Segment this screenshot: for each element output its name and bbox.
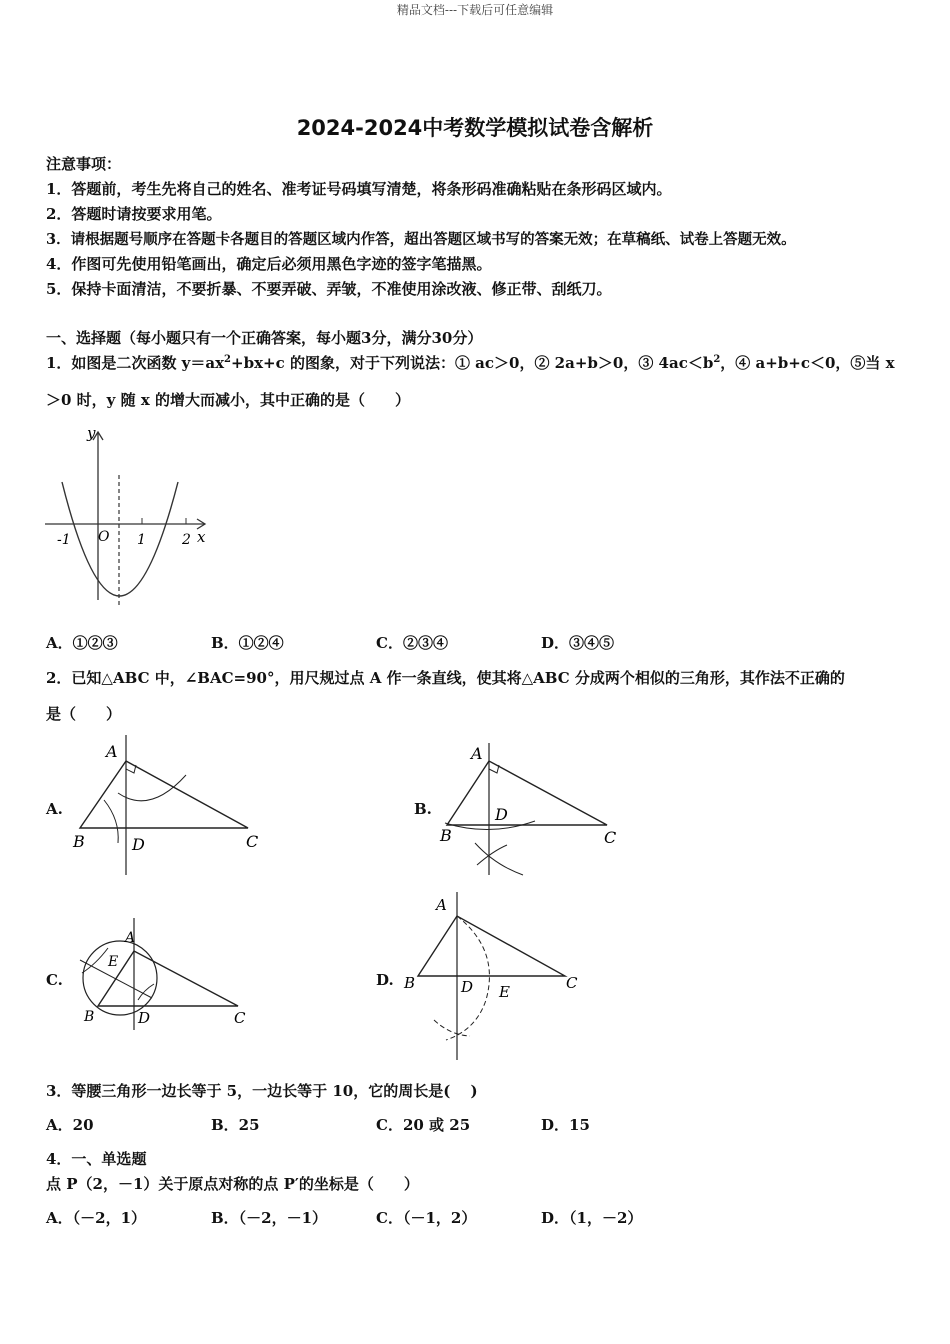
notice-item: 3．请根据题号顺序在答题卡各题目的答题区域内作答，超出答题区域书写的答案无效；在草稿纸、试卷上答题无效。 bbox=[46, 231, 796, 248]
option-d[interactable]: D．③④⑤ bbox=[541, 634, 615, 652]
question-2-stem-continued: 是（ ） bbox=[46, 705, 122, 723]
option-c[interactable]: C．②③④ bbox=[376, 634, 448, 652]
section-heading: 一、选择题（每小题只有一个正确答案，每小题3分，满分30分） bbox=[46, 329, 483, 347]
tick-label: 1 bbox=[137, 532, 146, 548]
point-e: E bbox=[108, 954, 119, 970]
vertex-c: C bbox=[566, 974, 578, 992]
vertex-b: B bbox=[404, 974, 416, 992]
tick-label: -1 bbox=[57, 532, 71, 548]
option-d[interactable]: D．（1，－2） bbox=[541, 1209, 643, 1227]
vertex-a: A bbox=[125, 930, 136, 946]
figure-b-label[interactable]: B. bbox=[414, 800, 432, 818]
question-3-stem: 3．等腰三角形一边长等于 5，一边长等于 10，它的周长是( ) bbox=[46, 1082, 478, 1100]
point-d: D bbox=[138, 1009, 151, 1027]
vertex-a: A bbox=[436, 896, 447, 914]
notice-item: 2．答题时请按要求用笔。 bbox=[46, 205, 222, 223]
option-b[interactable]: B．（－2，－1） bbox=[211, 1209, 328, 1227]
option-c[interactable]: C．（－1，2） bbox=[376, 1209, 477, 1227]
figure-a bbox=[68, 735, 278, 880]
vertex-b: B bbox=[84, 1009, 95, 1025]
question-2-stem: 2．已知△ABC 中，∠BAC=90°，用尺规过点 A 作一条直线，使其将△ABC 分成两个相似的三角形，其作法不正确的 bbox=[46, 669, 845, 687]
page-header: 精品文档---下载后可任意编辑 bbox=[396, 3, 554, 17]
option-d[interactable]: D．15 bbox=[541, 1116, 590, 1134]
vertex-a: A bbox=[471, 744, 483, 763]
vertex-b: B bbox=[73, 832, 85, 851]
point-d: D bbox=[132, 835, 145, 854]
notice-item: 5．保持卡面清洁，不要折暴、不要弄破、弄皱，不准使用涂改液、修正带、刮纸刀。 bbox=[46, 280, 612, 298]
option-b[interactable]: B．25 bbox=[211, 1116, 260, 1134]
point-e: E bbox=[499, 983, 510, 1001]
vertex-c: C bbox=[604, 828, 617, 847]
question-4-stem: 点 P（2，－1）关于原点对称的点 P′的坐标是（ ） bbox=[46, 1175, 419, 1193]
option-c[interactable]: C．20 或 25 bbox=[376, 1116, 471, 1134]
option-a[interactable]: A．（－2，1） bbox=[46, 1209, 147, 1227]
figure-a-label[interactable]: A. bbox=[46, 800, 63, 818]
figure-d bbox=[400, 890, 600, 1065]
option-a[interactable]: A．①②③ bbox=[46, 634, 118, 652]
figure-b bbox=[435, 735, 635, 880]
page-title: 2024-2024中考数学模拟试卷含解析 bbox=[296, 116, 654, 140]
notice-heading: 注意事项： bbox=[46, 155, 122, 173]
question-1-stem: 1．如图是二次函数 $y=ax^2+bx+c$ 的图象，对于下列说法：① ac＞0，② 2a+b＞0，③ $4ac<b^2$，④ a+b+c＜0，⑤当 x bbox=[46, 354, 895, 372]
option-b[interactable]: B．①②④ bbox=[211, 634, 284, 652]
option-a[interactable]: A．20 bbox=[46, 1116, 94, 1134]
figure-c-label[interactable]: C. bbox=[46, 971, 63, 989]
origin-label: O bbox=[98, 529, 110, 545]
question-1-stem-continued: ＞0 时，y 随 x 的增大而减小，其中正确的是（ ） bbox=[46, 391, 410, 409]
figure-c bbox=[68, 918, 268, 1058]
x-axis-label: x bbox=[197, 528, 206, 546]
vertex-c: C bbox=[246, 832, 259, 851]
parabola-graph bbox=[40, 420, 220, 615]
vertex-b: B bbox=[440, 826, 452, 845]
vertex-a: A bbox=[106, 742, 118, 761]
figure-d-label[interactable]: D. bbox=[376, 971, 394, 989]
y-axis-label: y bbox=[87, 424, 96, 442]
question-4-heading: 4．一、单选题 bbox=[46, 1150, 147, 1168]
tick-label: 2 bbox=[182, 532, 191, 548]
notice-item: 1．答题前，考生先将自己的姓名、准考证号码填写清楚，将条形码准确粘贴在条形码区域内。 bbox=[46, 180, 672, 198]
notice-item: 4．作图可先使用铅笔画出，确定后必须用黑色字迹的签字笔描黑。 bbox=[46, 255, 492, 273]
vertex-c: C bbox=[234, 1009, 246, 1027]
point-d: D bbox=[461, 978, 474, 996]
point-d: D bbox=[495, 805, 508, 824]
